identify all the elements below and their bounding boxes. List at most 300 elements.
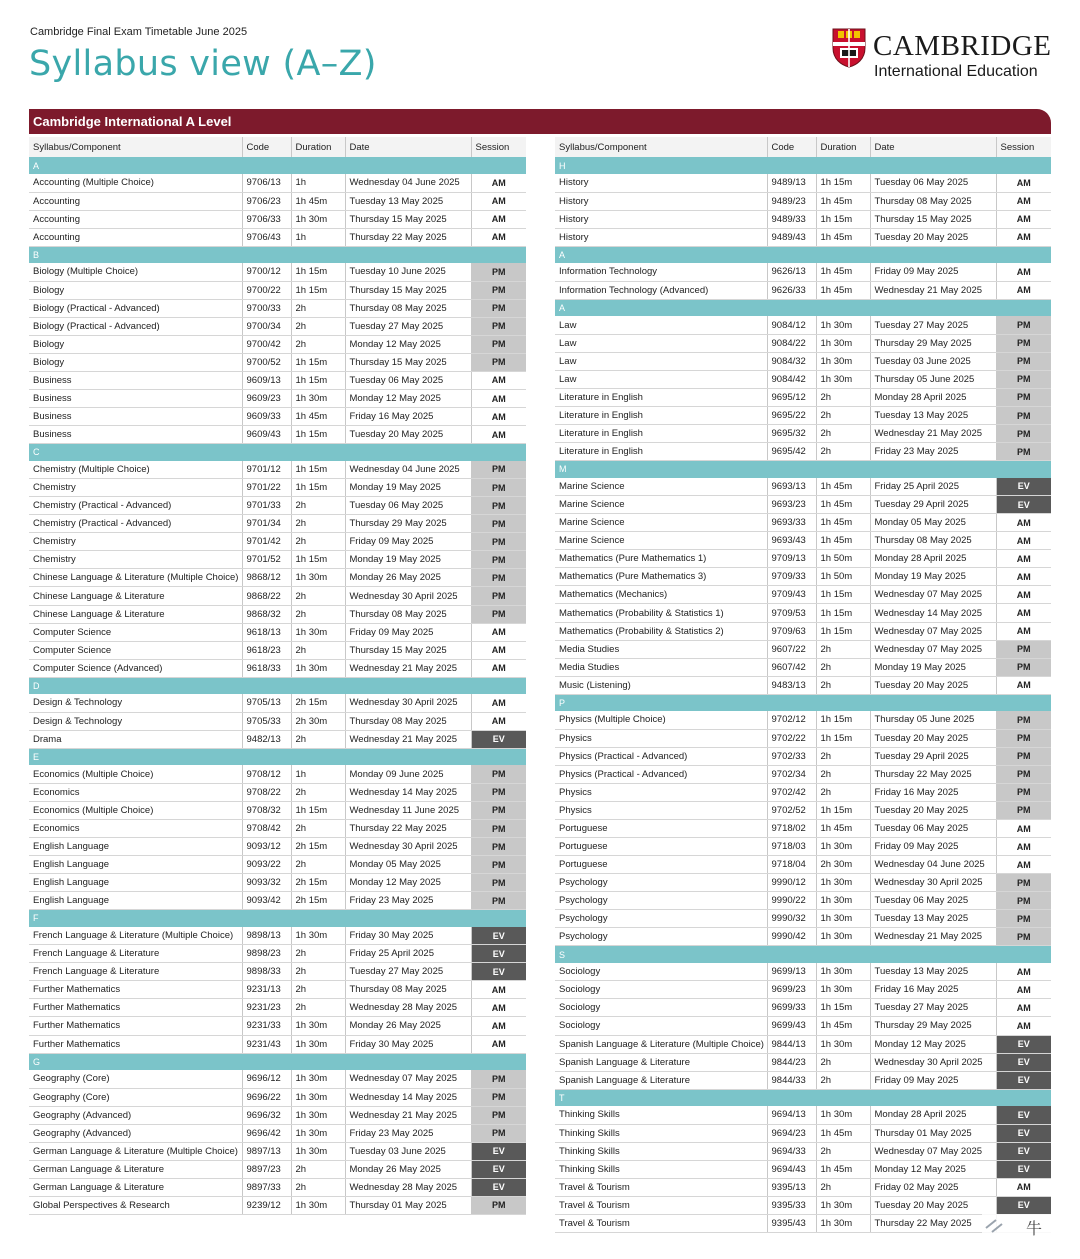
header-code: Code: [242, 137, 291, 157]
code-cell: 9700/33: [242, 299, 291, 317]
session-cell: AM: [996, 1017, 1051, 1035]
session-cell: EV: [996, 1160, 1051, 1178]
table-row: [29, 1106, 526, 1124]
duration-cell: 2h 15m: [291, 892, 345, 910]
syllabus-cell: Business: [29, 426, 242, 444]
date-cell: Monday 26 May 2025: [345, 1017, 471, 1035]
syllabus-cell: Media Studies: [555, 640, 767, 658]
code-cell: 9696/12: [242, 1070, 291, 1088]
table-row: [29, 210, 526, 228]
code-cell: 9607/42: [767, 658, 816, 676]
duration-cell: 2h: [816, 1142, 870, 1160]
table-row: [555, 1196, 1051, 1214]
date-cell: Thursday 22 May 2025: [870, 1214, 996, 1232]
table-row: [555, 676, 1051, 694]
code-cell: 9482/13: [242, 730, 291, 748]
table-row: [555, 443, 1051, 461]
table-row: [555, 856, 1051, 874]
syllabus-cell: Business: [29, 408, 242, 426]
syllabus-cell: French Language & Literature (Multiple Choice): [29, 927, 242, 945]
duration-cell: 2h: [816, 407, 870, 425]
session-cell: AM: [996, 838, 1051, 856]
duration-cell: 2h: [291, 856, 345, 874]
session-cell: AM: [996, 532, 1051, 550]
duration-cell: 1h 30m: [291, 623, 345, 641]
table-row: [29, 192, 526, 210]
date-cell: Tuesday 03 June 2025: [345, 1142, 471, 1160]
code-cell: 9694/43: [767, 1160, 816, 1178]
syllabus-cell: Psychology: [555, 910, 767, 928]
duration-cell: 1h 45m: [816, 820, 870, 838]
duration-cell: 1h 15m: [816, 999, 870, 1017]
date-cell: Thursday 22 May 2025: [345, 820, 471, 838]
code-cell: 9868/12: [242, 569, 291, 587]
table-row: [29, 1017, 526, 1035]
code-cell: 9489/13: [767, 174, 816, 192]
table-row: [555, 316, 1051, 334]
code-cell: 9701/34: [242, 515, 291, 533]
syllabus-cell: Psychology: [555, 928, 767, 946]
code-cell: 9706/43: [242, 228, 291, 246]
syllabus-cell: Thinking Skills: [555, 1160, 767, 1178]
session-cell: PM: [471, 263, 526, 281]
syllabus-cell: Biology: [29, 281, 242, 299]
session-cell: PM: [996, 874, 1051, 892]
letter-divider-row: [29, 748, 526, 765]
table-row: [555, 765, 1051, 783]
duration-cell: 1h: [291, 228, 345, 246]
watermark-icon: [982, 1214, 1058, 1242]
code-cell: 9609/23: [242, 390, 291, 408]
syllabus-cell: Music (Listening): [555, 676, 767, 694]
session-cell: AM: [471, 371, 526, 389]
table-row: [555, 496, 1051, 514]
table-row: [555, 711, 1051, 729]
table-row: [29, 874, 526, 892]
syllabus-cell: Accounting: [29, 228, 242, 246]
table-row: [555, 281, 1051, 299]
duration-cell: 2h 15m: [291, 838, 345, 856]
code-cell: 9696/42: [242, 1124, 291, 1142]
date-cell: Monday 28 April 2025: [870, 550, 996, 568]
code-cell: 9718/03: [767, 838, 816, 856]
duration-cell: 1h 15m: [291, 479, 345, 497]
table-row: [29, 999, 526, 1017]
table-header-row: [29, 137, 526, 157]
table-row: [555, 729, 1051, 747]
date-cell: Wednesday 14 May 2025: [345, 783, 471, 801]
code-cell: 9695/32: [767, 425, 816, 443]
table-row: [29, 801, 526, 819]
letter-divider-row: [555, 461, 1051, 478]
session-cell: PM: [996, 388, 1051, 406]
date-cell: Thursday 08 May 2025: [345, 712, 471, 730]
code-cell: 9706/33: [242, 210, 291, 228]
session-cell: PM: [996, 658, 1051, 676]
syllabus-cell: Chinese Language & Literature: [29, 587, 242, 605]
duration-cell: 1h 15m: [291, 281, 345, 299]
code-cell: 9395/13: [767, 1178, 816, 1196]
code-cell: 9708/32: [242, 801, 291, 819]
date-cell: Thursday 08 May 2025: [345, 981, 471, 999]
session-cell: AM: [471, 999, 526, 1017]
date-cell: Tuesday 06 May 2025: [345, 497, 471, 515]
letter-divider: G: [29, 1053, 526, 1070]
session-cell: PM: [996, 910, 1051, 928]
date-cell: Wednesday 30 April 2025: [345, 587, 471, 605]
duration-cell: 1h 30m: [291, 1017, 345, 1035]
table-row: [29, 317, 526, 335]
duration-cell: 1h 45m: [816, 1124, 870, 1142]
code-cell: 9618/33: [242, 659, 291, 677]
duration-cell: 2h: [291, 317, 345, 335]
syllabus-cell: Mathematics (Probability & Statistics 1): [555, 604, 767, 622]
code-cell: 9699/23: [767, 981, 816, 999]
duration-cell: 2h: [291, 497, 345, 515]
syllabus-cell: Travel & Tourism: [555, 1214, 767, 1232]
code-cell: 9709/63: [767, 622, 816, 640]
date-cell: Wednesday 21 May 2025: [870, 425, 996, 443]
session-cell: PM: [996, 316, 1051, 334]
header-duration: Duration: [816, 137, 870, 157]
code-cell: 9084/12: [767, 316, 816, 334]
syllabus-cell: Literature in English: [555, 443, 767, 461]
duration-cell: 2h: [291, 299, 345, 317]
date-cell: Wednesday 04 June 2025: [345, 461, 471, 479]
date-cell: Tuesday 27 May 2025: [870, 316, 996, 334]
date-cell: Friday 30 May 2025: [345, 927, 471, 945]
syllabus-cell: Computer Science: [29, 641, 242, 659]
table-row: [555, 963, 1051, 981]
code-cell: 9395/33: [767, 1196, 816, 1214]
code-cell: 9093/22: [242, 856, 291, 874]
duration-cell: 1h 50m: [816, 550, 870, 568]
duration-cell: 1h 30m: [816, 370, 870, 388]
code-cell: 9706/13: [242, 174, 291, 192]
table-row: [555, 532, 1051, 550]
syllabus-cell: Geography (Advanced): [29, 1106, 242, 1124]
duration-cell: 1h 30m: [816, 334, 870, 352]
session-cell: AM: [996, 981, 1051, 999]
letter-divider-row: [555, 946, 1051, 963]
letter-divider: E: [29, 748, 526, 765]
code-cell: 9618/23: [242, 641, 291, 659]
syllabus-cell: Accounting: [29, 210, 242, 228]
syllabus-cell: Sociology: [555, 963, 767, 981]
date-cell: Thursday 22 May 2025: [870, 765, 996, 783]
date-cell: Tuesday 13 May 2025: [870, 963, 996, 981]
date-cell: Monday 28 April 2025: [870, 388, 996, 406]
code-cell: 9693/23: [767, 496, 816, 514]
table-row: [29, 533, 526, 551]
table-row: [555, 388, 1051, 406]
duration-cell: 1h 30m: [816, 1035, 870, 1053]
code-cell: 9990/42: [767, 928, 816, 946]
table-row: [29, 551, 526, 569]
date-cell: Friday 09 May 2025: [870, 838, 996, 856]
syllabus-cell: Portuguese: [555, 856, 767, 874]
table-row: [555, 228, 1051, 246]
date-cell: Wednesday 30 April 2025: [870, 874, 996, 892]
code-cell: 9702/52: [767, 801, 816, 819]
syllabus-cell: Economics: [29, 820, 242, 838]
table-row: [555, 910, 1051, 928]
table-row: [555, 622, 1051, 640]
date-cell: Tuesday 06 May 2025: [870, 892, 996, 910]
duration-cell: 2h: [291, 1160, 345, 1178]
table-header-row: [555, 137, 1051, 157]
code-cell: 9609/13: [242, 371, 291, 389]
table-row: [555, 928, 1051, 946]
date-cell: Tuesday 13 May 2025: [345, 192, 471, 210]
date-cell: Monday 19 May 2025: [345, 551, 471, 569]
session-cell: PM: [996, 783, 1051, 801]
code-cell: 9696/22: [242, 1088, 291, 1106]
date-cell: Tuesday 13 May 2025: [870, 407, 996, 425]
date-cell: Wednesday 21 May 2025: [345, 730, 471, 748]
session-cell: PM: [996, 443, 1051, 461]
syllabus-cell: Further Mathematics: [29, 981, 242, 999]
timetable-right: [555, 137, 1051, 1233]
table-row: [555, 999, 1051, 1017]
code-cell: 9239/12: [242, 1196, 291, 1214]
syllabus-cell: English Language: [29, 856, 242, 874]
duration-cell: 1h 30m: [816, 910, 870, 928]
letter-divider: S: [555, 946, 1051, 963]
date-cell: Wednesday 21 May 2025: [870, 928, 996, 946]
session-cell: PM: [996, 352, 1051, 370]
session-cell: PM: [996, 334, 1051, 352]
duration-cell: 1h 30m: [291, 1088, 345, 1106]
session-cell: AM: [996, 263, 1051, 281]
duration-cell: 2h: [816, 765, 870, 783]
syllabus-cell: Geography (Core): [29, 1070, 242, 1088]
date-cell: Wednesday 04 June 2025: [345, 174, 471, 192]
code-cell: 9093/42: [242, 892, 291, 910]
table-row: [555, 783, 1051, 801]
syllabus-cell: Information Technology (Advanced): [555, 281, 767, 299]
top-label: Cambridge Final Exam Timetable June 2025: [30, 26, 248, 38]
session-cell: AM: [996, 999, 1051, 1017]
duration-cell: 1h 30m: [291, 927, 345, 945]
date-cell: Friday 25 April 2025: [870, 478, 996, 496]
session-cell: AM: [996, 550, 1051, 568]
table-row: [555, 210, 1051, 228]
syllabus-cell: Biology (Practical - Advanced): [29, 299, 242, 317]
table-row: [555, 1142, 1051, 1160]
code-cell: 9706/23: [242, 192, 291, 210]
duration-cell: 1h 45m: [816, 1160, 870, 1178]
table-row: [29, 694, 526, 712]
code-cell: 9699/13: [767, 963, 816, 981]
duration-cell: 1h 15m: [291, 461, 345, 479]
code-cell: 9700/52: [242, 353, 291, 371]
letter-divider: T: [555, 1089, 1051, 1106]
session-cell: PM: [996, 425, 1051, 443]
code-cell: 9693/33: [767, 514, 816, 532]
code-cell: 9694/13: [767, 1106, 816, 1124]
session-cell: PM: [996, 801, 1051, 819]
syllabus-cell: Drama: [29, 730, 242, 748]
session-cell: PM: [471, 605, 526, 623]
duration-cell: 2h 30m: [816, 856, 870, 874]
table-row: [29, 587, 526, 605]
code-cell: 9897/23: [242, 1160, 291, 1178]
date-cell: Tuesday 10 June 2025: [345, 263, 471, 281]
syllabus-cell: Literature in English: [555, 388, 767, 406]
table-row: [29, 1088, 526, 1106]
duration-cell: 2h: [816, 640, 870, 658]
table-row: [555, 838, 1051, 856]
timetable-left: [29, 137, 526, 1215]
timetable-right-body: [555, 157, 1051, 1232]
duration-cell: 1h 30m: [291, 1196, 345, 1214]
table-row: [555, 550, 1051, 568]
table-row: [555, 1053, 1051, 1071]
date-cell: Thursday 08 May 2025: [345, 605, 471, 623]
duration-cell: 1h 15m: [816, 174, 870, 192]
syllabus-cell: Thinking Skills: [555, 1124, 767, 1142]
duration-cell: 2h: [816, 747, 870, 765]
duration-cell: 1h 30m: [291, 659, 345, 677]
syllabus-cell: History: [555, 210, 767, 228]
code-cell: 9093/32: [242, 874, 291, 892]
session-cell: PM: [471, 1196, 526, 1214]
date-cell: Tuesday 27 May 2025: [345, 963, 471, 981]
code-cell: 9607/22: [767, 640, 816, 658]
syllabus-cell: Mathematics (Pure Mathematics 3): [555, 568, 767, 586]
table-row: [29, 1178, 526, 1196]
syllabus-cell: History: [555, 192, 767, 210]
letter-divider-row: [29, 1053, 526, 1070]
date-cell: Thursday 08 May 2025: [345, 299, 471, 317]
table-row: [29, 1070, 526, 1088]
session-cell: AM: [471, 174, 526, 192]
logo-subtitle: International Education: [874, 63, 1038, 80]
code-cell: 9695/42: [767, 443, 816, 461]
table-row: [29, 461, 526, 479]
syllabus-cell: English Language: [29, 874, 242, 892]
letter-divider-row: [29, 910, 526, 927]
duration-cell: 1h 15m: [816, 711, 870, 729]
date-cell: Tuesday 03 June 2025: [870, 352, 996, 370]
duration-cell: 1h 50m: [816, 568, 870, 586]
date-cell: Friday 30 May 2025: [345, 1035, 471, 1053]
code-cell: 9093/12: [242, 838, 291, 856]
code-cell: 9868/22: [242, 587, 291, 605]
date-cell: Thursday 29 May 2025: [870, 334, 996, 352]
date-cell: Friday 16 May 2025: [345, 408, 471, 426]
syllabus-cell: Biology (Practical - Advanced): [29, 317, 242, 335]
syllabus-cell: Computer Science (Advanced): [29, 659, 242, 677]
duration-cell: 1h: [291, 765, 345, 783]
date-cell: Wednesday 21 May 2025: [345, 659, 471, 677]
date-cell: Thursday 22 May 2025: [345, 228, 471, 246]
date-cell: Wednesday 21 May 2025: [345, 1106, 471, 1124]
duration-cell: 1h 45m: [816, 228, 870, 246]
duration-cell: 1h 15m: [291, 263, 345, 281]
session-cell: EV: [996, 478, 1051, 496]
duration-cell: 1h 30m: [291, 1124, 345, 1142]
date-cell: Thursday 15 May 2025: [345, 353, 471, 371]
code-cell: 9489/43: [767, 228, 816, 246]
table-row: [555, 263, 1051, 281]
table-row: [555, 1124, 1051, 1142]
letter-divider-row: [555, 246, 1051, 263]
table-row: [29, 1035, 526, 1053]
syllabus-cell: Business: [29, 390, 242, 408]
syllabus-cell: Law: [555, 316, 767, 334]
table-row: [29, 730, 526, 748]
session-cell: AM: [996, 856, 1051, 874]
syllabus-cell: Sociology: [555, 1017, 767, 1035]
letter-divider: D: [29, 677, 526, 694]
table-row: [29, 515, 526, 533]
header-syllabus: Syllabus/Component: [555, 137, 767, 157]
code-cell: 9084/32: [767, 352, 816, 370]
letter-divider: A: [29, 157, 526, 174]
code-cell: 9701/22: [242, 479, 291, 497]
date-cell: Tuesday 13 May 2025: [870, 910, 996, 928]
letter-divider-row: [555, 299, 1051, 316]
code-cell: 9705/13: [242, 694, 291, 712]
session-cell: EV: [996, 1106, 1051, 1124]
duration-cell: 2h: [816, 1053, 870, 1071]
table-row: [29, 390, 526, 408]
duration-cell: 1h: [291, 174, 345, 192]
code-cell: 9718/04: [767, 856, 816, 874]
session-cell: PM: [996, 928, 1051, 946]
table-row: [29, 371, 526, 389]
session-cell: EV: [996, 1196, 1051, 1214]
session-cell: PM: [471, 533, 526, 551]
duration-cell: 2h: [291, 515, 345, 533]
duration-cell: 1h 45m: [816, 514, 870, 532]
session-cell: PM: [471, 479, 526, 497]
session-cell: PM: [996, 407, 1051, 425]
date-cell: Tuesday 20 May 2025: [870, 801, 996, 819]
date-cell: Wednesday 07 May 2025: [870, 586, 996, 604]
date-cell: Wednesday 28 May 2025: [345, 999, 471, 1017]
code-cell: 9844/23: [767, 1053, 816, 1071]
session-cell: AM: [471, 228, 526, 246]
date-cell: Wednesday 30 April 2025: [870, 1053, 996, 1071]
date-cell: Friday 16 May 2025: [870, 981, 996, 999]
duration-cell: 2h: [291, 533, 345, 551]
code-cell: 9898/23: [242, 945, 291, 963]
syllabus-cell: Literature in English: [555, 425, 767, 443]
date-cell: Friday 09 May 2025: [345, 623, 471, 641]
syllabus-cell: Spanish Language & Literature (Multiple Choice): [555, 1035, 767, 1053]
code-cell: 9696/32: [242, 1106, 291, 1124]
code-cell: 9489/33: [767, 210, 816, 228]
letter-divider: M: [555, 461, 1051, 478]
duration-cell: 2h: [291, 641, 345, 659]
session-cell: PM: [471, 856, 526, 874]
syllabus-cell: Computer Science: [29, 623, 242, 641]
duration-cell: 1h 30m: [291, 1035, 345, 1053]
code-cell: 9694/23: [767, 1124, 816, 1142]
code-cell: 9898/13: [242, 927, 291, 945]
session-cell: PM: [471, 1106, 526, 1124]
syllabus-cell: Biology: [29, 353, 242, 371]
syllabus-cell: Information Technology: [555, 263, 767, 281]
code-cell: 9897/13: [242, 1142, 291, 1160]
session-cell: PM: [996, 765, 1051, 783]
date-cell: Monday 05 May 2025: [870, 514, 996, 532]
table-row: [29, 228, 526, 246]
session-cell: EV: [471, 1142, 526, 1160]
